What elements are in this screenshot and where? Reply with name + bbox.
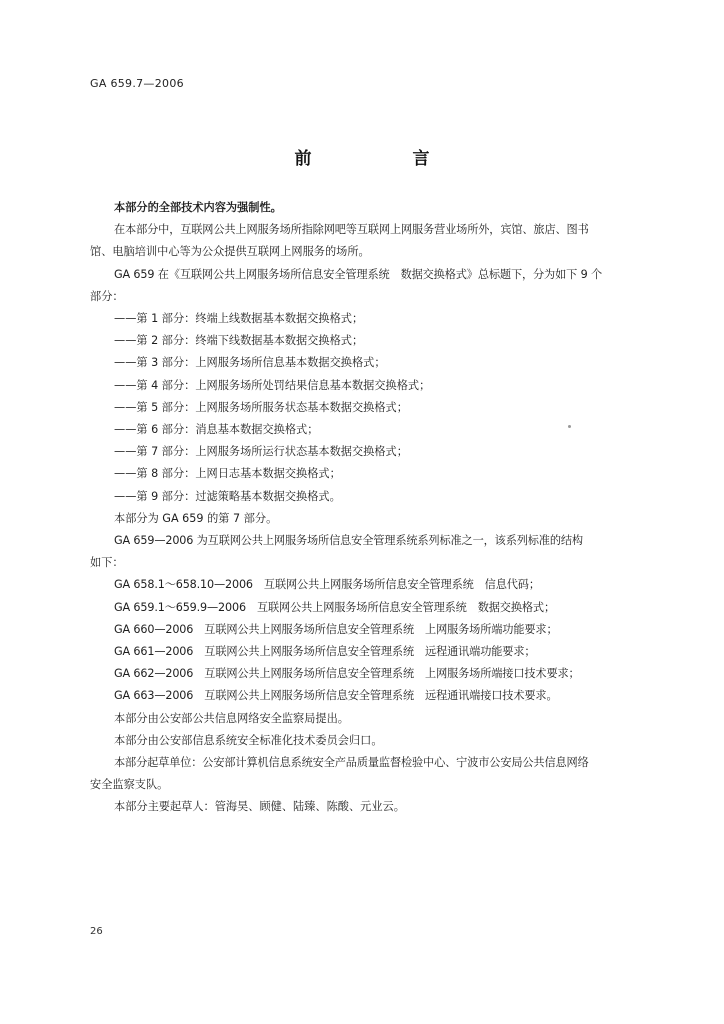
paragraph-line: 本部分为 GA 659 的第 7 部分。: [114, 511, 278, 525]
standard-list-item: GA 662—2006 互联网公共上网服务场所信息安全管理系统 上网服务场所端接口技术要求；: [114, 667, 580, 681]
scan-speck: [568, 425, 571, 428]
part-list-item: ——第 5 部分：上网服务场所服务状态基本数据交换格式；: [114, 400, 408, 414]
part-list-item: ——第 2 部分：终端下线数据基本数据交换格式；: [114, 334, 364, 348]
paragraph-line: GA 659—2006 为互联网公共上网服务场所信息安全管理系统系列标准之一，该系列标准的结构: [114, 534, 583, 548]
standard-list-item: GA 660—2006 互联网公共上网服务场所信息安全管理系统 上网服务场所端功能要求；: [114, 622, 558, 636]
part-list-item: ——第 6 部分：消息基本数据交换格式；: [114, 423, 319, 437]
paragraph-line: 如下：: [90, 556, 124, 570]
standard-list-item: GA 663—2006 互联网公共上网服务场所信息安全管理系统 远程通讯端接口技术要求。: [114, 689, 558, 703]
part-list-item: ——第 9 部分：过滤策略基本数据交换格式。: [114, 489, 341, 503]
paragraph-line: 部分：: [90, 289, 124, 303]
paragraph-line: 本部分由公安部信息系统安全标准化技术委员会归口。: [114, 733, 383, 747]
page-title: 前 言: [294, 149, 472, 169]
part-list-item: ——第 1 部分：终端上线数据基本数据交换格式；: [114, 312, 364, 326]
paragraph-line: 本部分主要起草人：管海昊、顾健、陆臻、陈酸、元业云。: [114, 800, 405, 814]
paragraph-line: GA 659 在《互联网公共上网服务场所信息安全管理系统 数据交换格式》总标题下，分为如下 9 个: [114, 267, 602, 281]
standard-list-item: GA 659.1～659.9—2006 互联网公共上网服务场所信息安全管理系统 数据交换格式；: [114, 600, 555, 614]
paragraph-line: 在本部分中，互联网公共上网服务场所指除网吧等互联网上网服务营业场所外，宾馆、旅店、图书: [114, 223, 589, 237]
paragraph-line: 安全监察支队。: [90, 778, 169, 792]
paragraph-line: 本部分由公安部公共信息网络安全监察局提出。: [114, 711, 349, 725]
page-number: 26: [90, 926, 103, 937]
standard-code: GA 659.7—2006: [90, 77, 184, 90]
part-list-item: ——第 7 部分：上网服务场所运行状态基本数据交换格式；: [114, 445, 408, 459]
mandatory-statement: 本部分的全部技术内容为强制性。: [114, 201, 282, 214]
document-body: [90, 197, 638, 819]
part-list-item: ——第 4 部分：上网服务场所处罚结果信息基本数据交换格式；: [114, 378, 431, 392]
paragraph-line: 本部分起草单位：公安部计算机信息系统安全产品质量监督检验中心、宁波市公安局公共信息网络: [114, 756, 589, 770]
standard-list-item: GA 658.1～658.10—2006 互联网公共上网服务场所信息安全管理系统 信息代码；: [114, 578, 540, 592]
part-list-item: ——第 3 部分：上网服务场所信息基本数据交换格式；: [114, 356, 386, 370]
part-list-item: ——第 8 部分：上网日志基本数据交换格式；: [114, 467, 341, 481]
standard-list-item: GA 661—2006 互联网公共上网服务场所信息安全管理系统 远程通讯端功能要求；: [114, 645, 536, 659]
paragraph-line: 馆、电脑培训中心等为公众提供互联网上网服务的场所。: [90, 245, 370, 259]
